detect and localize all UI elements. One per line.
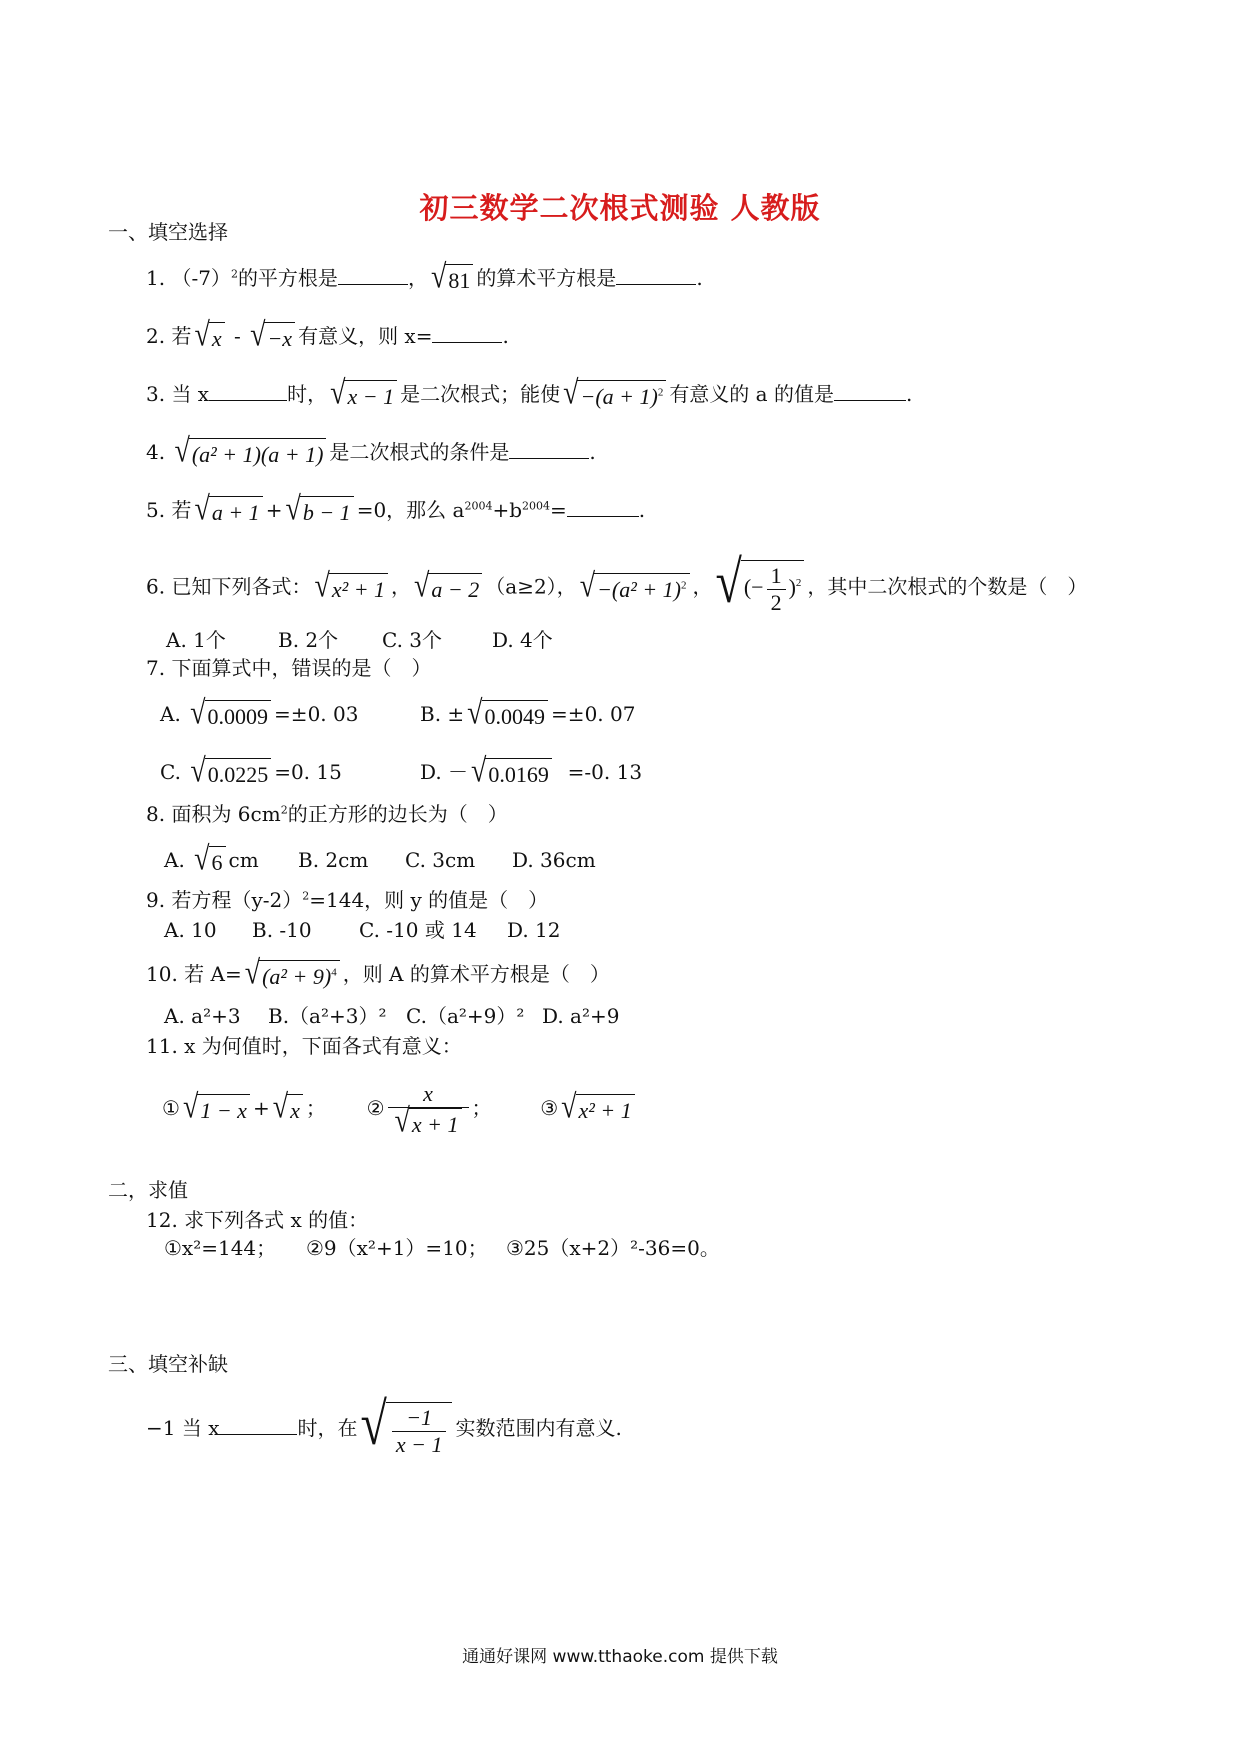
answer-blank <box>509 434 589 459</box>
sqrt-fraction: √ $\frac{-1}{x - 1}$ <box>360 1402 452 1458</box>
question-7-option-b: B. ± √ 0.0049 =±0. 07 <box>420 694 636 732</box>
option-a: A. 10 <box>164 918 217 942</box>
question-7-option-a: A. √ 0.0009 =±0. 03 <box>160 694 359 732</box>
question-1: 1. $(-7)^2$的平方根是 ， √ 81 的算术平方根是 . <box>146 258 703 296</box>
answer-blank <box>209 376 287 401</box>
option-a: A. a²+3 <box>164 1004 241 1028</box>
option-b: B. 2cm <box>298 848 369 872</box>
question-9-options <box>164 910 561 950</box>
question-2: 2. 若 √ x - √ −x 有意义，则 x= . <box>146 316 509 354</box>
section-heading-2: 二，求值 <box>108 1178 188 1202</box>
option-d: D. 4个 <box>492 628 553 652</box>
option-a: A. √ 6 cm <box>164 840 259 878</box>
section-heading-1: 一、填空选择 <box>108 220 228 244</box>
question-11: 11. x 为何值时，下面各式有意义： <box>146 1034 462 1058</box>
question-7: 7. 下面算式中，错误的是（ ） <box>146 656 432 680</box>
option-d: D. a²+9 <box>542 1004 620 1028</box>
answer-blank <box>338 260 408 285</box>
option-a: A. 1个 <box>166 628 226 652</box>
question-7-option-c: C. √ 0.0225 =0. 15 <box>160 752 342 790</box>
option-b: B. -10 <box>252 918 312 942</box>
answer-blank <box>616 260 696 285</box>
question-8-options <box>164 840 596 880</box>
question-9: 9. 若方程$(y-2)^2=144$，则 y 的值是（ ） <box>146 888 549 912</box>
fraction-expression: x √ x + 1 <box>388 1081 469 1139</box>
option-d: D. 36cm <box>512 848 596 872</box>
section-heading-3: 三、填空补缺 <box>108 1352 228 1376</box>
option-c: C. -10 或 14 <box>359 918 477 942</box>
option-b: B. 2个 <box>278 628 339 652</box>
option-c: C. 3个 <box>382 628 443 652</box>
question-7-option-d: D. － √ 0.0169 =-0. 13 <box>420 752 643 790</box>
question-8: 8. 面积为 $6cm^2$的正方形的边长为（ ） <box>146 802 508 826</box>
question-3: 3. 当 x 时， √ x − 1 是二次根式；能使 √ $-(a + 1)^2$ 有意义的 a 的值是 . <box>146 374 913 412</box>
question-13: −1 当 x 时，在 √ $\frac{-1}{x - 1}$ 实数范围内有意义. <box>146 1390 622 1457</box>
answer-blank <box>834 376 906 401</box>
question-11-expressions: ① √ 1 − x + √ x ； ② x √ x + 1 ； ③ √ x² + 1 <box>162 1078 638 1139</box>
sqrt-81: √ 81 <box>431 264 473 295</box>
question-12: 12. 求下列各式 x 的值： <box>146 1208 369 1232</box>
question-number: 1. <box>146 266 166 290</box>
question-5: 5. 若 √ a + 1 + √ b − 1 =0，那么 $a^{2004}+b^{2004}=$ . <box>146 490 646 528</box>
answer-blank <box>567 492 639 517</box>
footer-credit: 通通好课网 www.tthaoke.com 提供下载 <box>462 1647 778 1667</box>
option-c: C. 3cm <box>405 848 476 872</box>
option-b: B.（a²+3）² <box>268 1004 387 1028</box>
option-c: C.（a²+9）² <box>406 1004 525 1028</box>
question-6: 6. 已知下列各式： √ x² + 1 ， √ a − 2 （a≥2）， √ $-(a^2 + 1)^2$ ， √ (− $\frac{1}{2}$ )$^2$ ，其中二次根式的个数是（ ） <box>146 549 1088 616</box>
question-4: 4. √ (a² + 1)(a + 1) 是二次根式的条件是 . <box>146 432 596 470</box>
question-12-parts: ①x²=144； ②9（x²+1）=10； ③25（x+2）²-36=0。 <box>164 1236 720 1260</box>
question-10: 10. 若 A= √ $(a^2 + 9)^4$ ，则 A 的算术平方根是（ ） <box>146 954 610 992</box>
sqrt-fraction: √ (− $\frac{1}{2}$ )$^2$ <box>716 560 805 616</box>
answer-blank <box>432 318 502 343</box>
option-d: D. 12 <box>507 918 561 942</box>
page-title: 初三数学二次根式测验 人教版 <box>419 191 821 225</box>
answer-blank <box>219 1410 297 1435</box>
